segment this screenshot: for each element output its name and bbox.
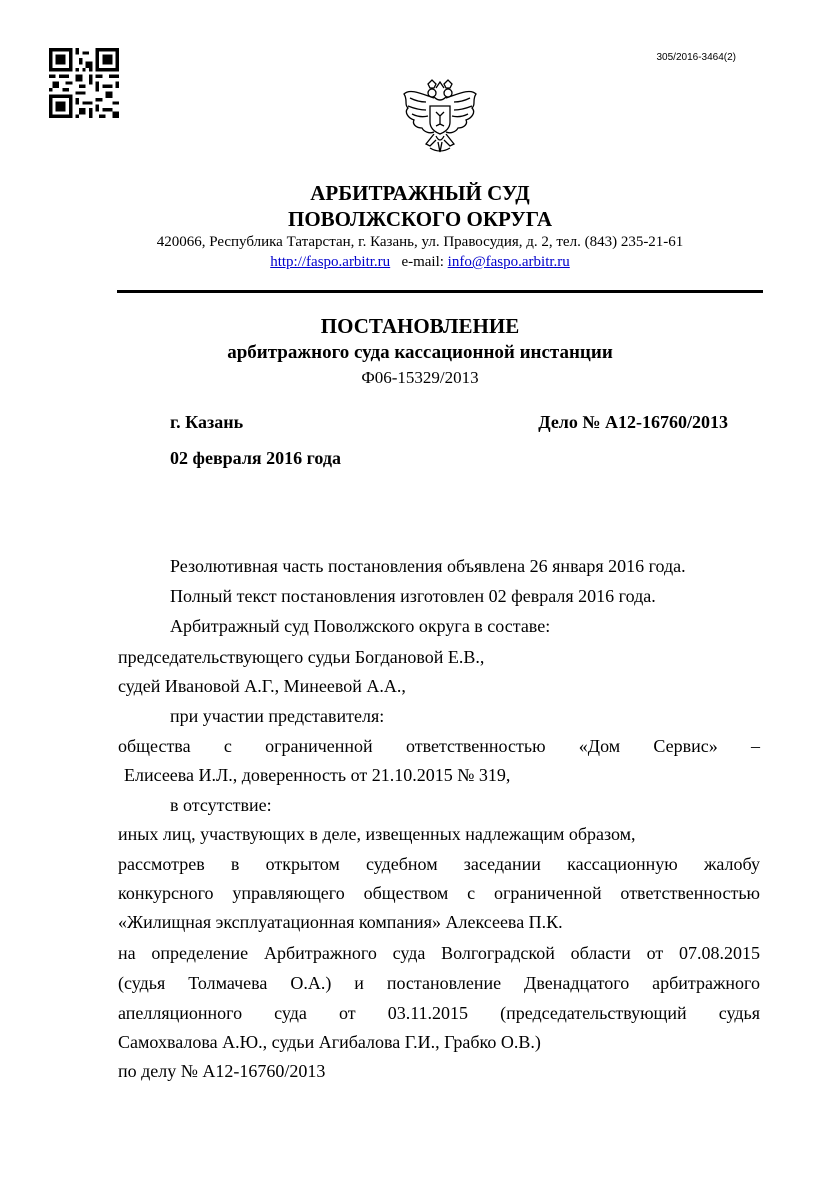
body-line: Полный текст постановления изготовлен 02 февраля 2016 года. [170, 586, 656, 606]
body-line: рассмотрев в открытом судебном заседании кассационную жалобу [118, 854, 760, 874]
body-line: общества с ограниченной ответственностью «Дом Сервис» – [118, 736, 760, 756]
body-line: судей Ивановой А.Г., Минеевой А.А., [118, 676, 406, 696]
email-label: e-mail: [401, 254, 444, 270]
court-website-link[interactable]: http://faspo.arbitr.ru [270, 254, 391, 270]
body-line: Самохвалова А.Ю., судьи Агибалова Г.И., Грабко О.В.) [118, 1032, 541, 1052]
body-line: председательствующего судьи Богдановой Е.В., [118, 647, 485, 667]
body-line: конкурсного управляющего обществом с ограниченной ответственностью [118, 883, 760, 903]
city: г. Казань [170, 412, 244, 432]
body-line: «Жилищная эксплуатационная компания» Алексеева П.К. [118, 912, 563, 932]
court-email-link[interactable]: info@faspo.arbitr.ru [447, 254, 570, 270]
header-divider [117, 290, 763, 293]
document-subtitle: арбитражного суда кассационной инстанции [227, 342, 613, 363]
qr-code-icon [49, 48, 119, 118]
document-date: 02 февраля 2016 года [170, 448, 341, 468]
body-line: при участии представителя: [170, 706, 385, 726]
russian-coat-of-arms-icon [400, 78, 480, 156]
body-line: иных лиц, участвующих в деле, извещенных надлежащим образом, [118, 824, 636, 844]
court-links [0, 252, 840, 272]
body-line: по делу № А12-16760/2013 [118, 1061, 326, 1081]
document-number: 305/2016-3464(2) [656, 52, 736, 63]
body-line: Елисеева И.Л., доверенность от 21.10.2015 № 319, [124, 765, 511, 785]
case-number: Дело № А12-16760/2013 [538, 412, 728, 432]
court-name-line2: ПОВОЛЖСКОГО ОКРУГА [288, 207, 552, 231]
court-address: 420066, Республика Татарстан, г. Казань, ул. Правосудия, д. 2, тел. (843) 235-21-61 [156, 234, 684, 250]
body-line: апелляционного суда от 03.11.2015 (председательствующий судья [118, 1003, 760, 1023]
document-title: ПОСТАНОВЛЕНИЕ [320, 314, 520, 338]
proceeding-number: Ф06-15329/2013 [361, 368, 479, 387]
body-line: Резолютивная часть постановления объявлена 26 января 2016 года. [170, 556, 686, 576]
body-line: (судья Толмачева О.А.) и постановление Двенадцатого арбитражного [118, 973, 760, 993]
body-line: в отсутствие: [170, 795, 272, 815]
court-contacts [0, 232, 840, 272]
body-line: на определение Арбитражного суда Волгоградской области от 07.08.2015 [118, 943, 760, 963]
body-line: Арбитражный суд Поволжского округа в составе: [170, 616, 551, 636]
court-name-line1: АРБИТРАЖНЫЙ СУД [310, 181, 530, 205]
